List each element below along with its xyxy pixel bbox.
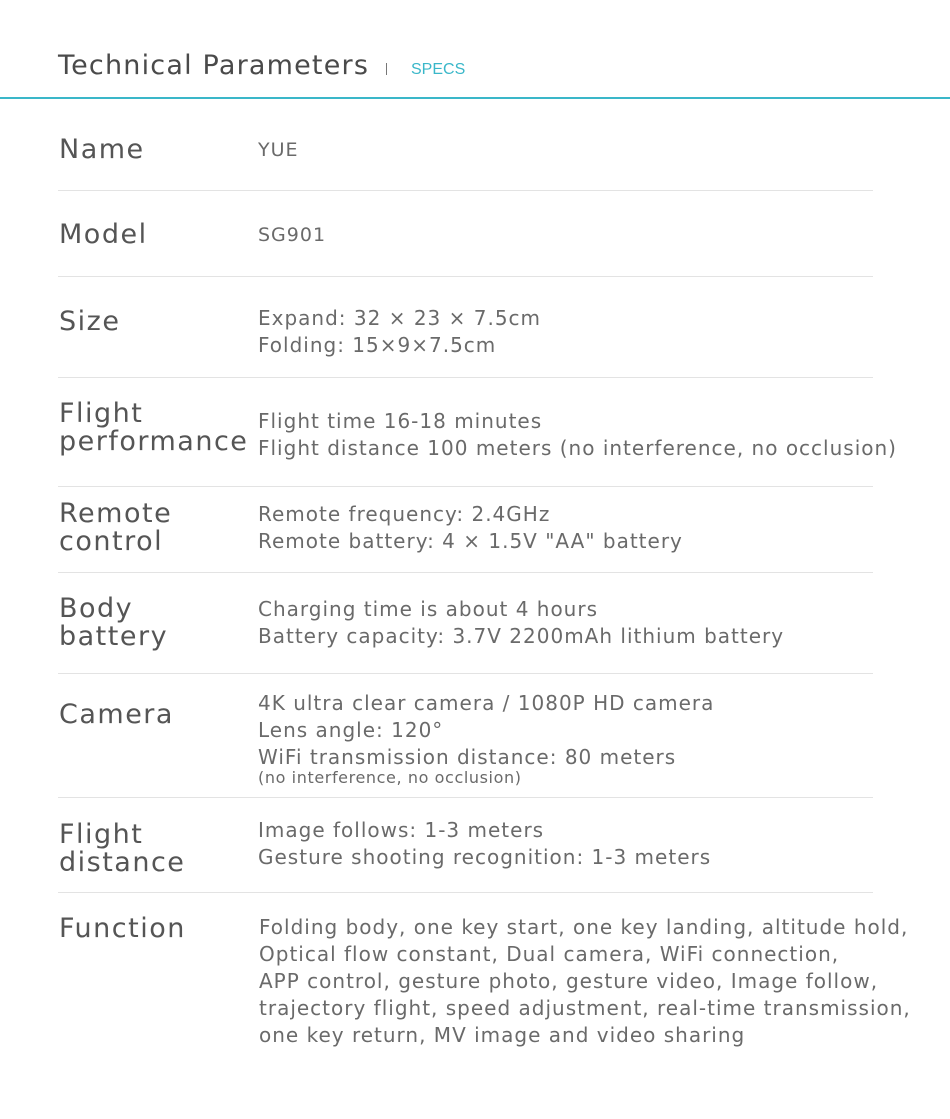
spec-label-name: [59, 136, 145, 164]
spec-label-line: Function: [59, 913, 186, 944]
spec-value-line: trajectory flight, speed adjustment, real-time transmission,: [259, 996, 911, 1020]
spec-value-flight-distance: [258, 817, 711, 871]
spec-label-line: Name: [59, 134, 145, 165]
spec-value-flight-performance: [258, 408, 897, 462]
spec-value-line: 4K ultra clear camera / 1080P HD camera: [258, 691, 715, 715]
spec-value-line: SG901: [258, 224, 327, 246]
spec-value-line: APP control, gesture photo, gesture video, Image follow,: [259, 969, 879, 993]
spec-label-line: Model: [59, 219, 148, 250]
spec-value-line: Optical flow constant, Dual camera, WiFi connection,: [259, 942, 840, 966]
spec-value-line: WiFi transmission distance: 80 meters: [258, 745, 677, 769]
spec-value-line: Image follows: 1-3 meters: [258, 818, 545, 842]
row-divider: [58, 190, 873, 191]
spec-label-line: Body: [59, 593, 134, 624]
spec-value-line: YUE: [258, 139, 299, 161]
row-divider: [58, 486, 873, 487]
spec-label-remote-control: [59, 500, 172, 556]
spec-label-size: [59, 308, 120, 336]
spec-value-function: [259, 914, 911, 1049]
spec-value-size: [258, 305, 541, 359]
spec-value-line: one key return, MV image and video sharing: [259, 1023, 746, 1047]
spec-value-line: Lens angle: 120°: [258, 718, 444, 742]
spec-value-line: Expand: 32 × 23 × 7.5cm: [258, 306, 542, 330]
spec-label-line: Flight: [59, 398, 144, 429]
spec-value-body-battery: [258, 596, 784, 650]
spec-value-line: Flight distance 100 meters (no interference, no occlusion): [258, 436, 897, 460]
header-bar: [0, 0, 950, 99]
page-title: Technical Parameters: [58, 50, 370, 81]
spec-label-line: Camera: [59, 699, 174, 730]
row-divider: [58, 377, 873, 378]
spec-value-line: Battery capacity: 3.7V 2200mAh lithium battery: [258, 624, 785, 648]
spec-label-line: Flight: [59, 819, 144, 850]
row-divider: [58, 572, 873, 573]
spec-label-flight-performance: [59, 400, 248, 456]
spec-label-flight-distance: [59, 821, 185, 877]
spec-label-line: control: [59, 526, 164, 557]
spec-label-line: performance: [59, 426, 249, 457]
spec-label-line: Remote: [59, 498, 173, 529]
spec-label-camera: [59, 701, 174, 729]
spec-value-line: Flight time 16-18 minutes: [258, 409, 543, 433]
spec-value-remote-control: [258, 501, 683, 555]
row-divider: [58, 797, 873, 798]
row-divider: [58, 673, 873, 674]
spec-label-line: Size: [59, 306, 121, 337]
spec-label-model: [59, 221, 148, 249]
spec-value-note: (no interference, no occlusion): [258, 768, 522, 787]
spec-value-line: Folding body, one key start, one key landing, altitude hold,: [259, 915, 909, 939]
spec-value-line: Charging time is about 4 hours: [258, 597, 598, 621]
row-divider: [58, 276, 873, 277]
spec-value-model: [258, 222, 326, 249]
spec-value-line: Gesture shooting recognition: 1-3 meters: [258, 845, 712, 869]
row-divider: [58, 892, 873, 893]
spec-value-line: Remote battery: 4 × 1.5V "AA" battery: [258, 529, 683, 553]
header-separator: [386, 63, 387, 75]
spec-label-function: [59, 915, 186, 943]
spec-label-line: battery: [59, 621, 169, 652]
spec-label-line: distance: [59, 847, 186, 878]
page-subtitle: SPECS: [411, 61, 466, 78]
spec-value-line: Remote frequency: 2.4GHz: [258, 502, 551, 526]
spec-value-camera: [258, 690, 714, 785]
spec-label-body-battery: [59, 595, 168, 651]
spec-value-name: [258, 137, 299, 164]
spec-value-line: Folding: 15×9×7.5cm: [258, 333, 497, 357]
